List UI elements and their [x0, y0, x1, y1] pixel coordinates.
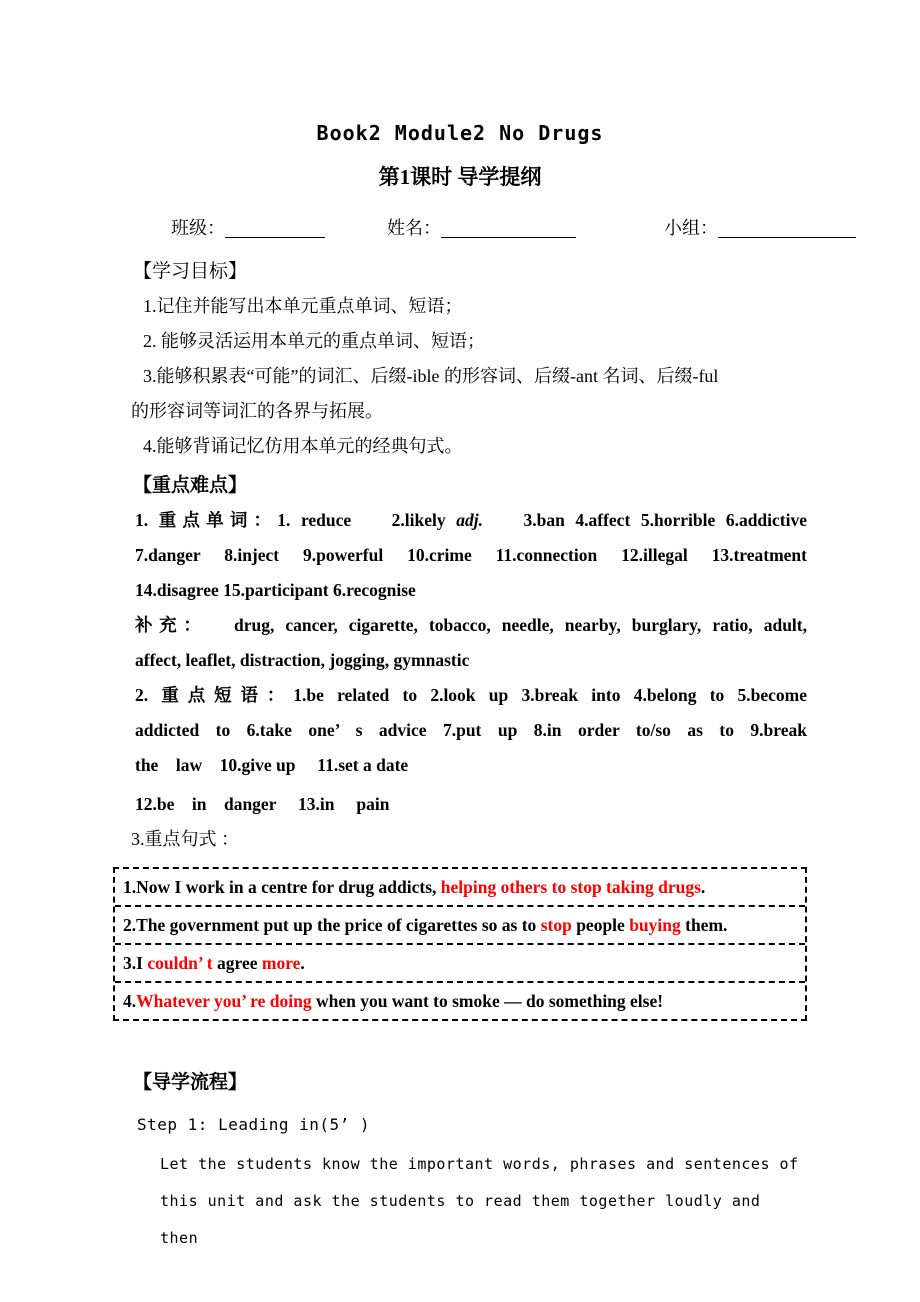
key-phrases-line-1: 2. 重点短语：1.be related to 2.look up 3.break into 4.belong to 5.become	[135, 685, 807, 705]
text-segment: 3.ban 4.affect 5.horrible 6.addictive	[482, 510, 807, 530]
text-segment: agree	[212, 953, 262, 973]
step-1-heading: Step 1: Leading in(5’ )	[137, 1115, 371, 1134]
text-segment: helping others to stop taking drugs	[440, 877, 701, 897]
goal-line-2: 2. 能够灵活运用本单元的重点单词、短语；	[143, 331, 485, 351]
key-phrases-line-3: the law 10.give up 11.set a date	[135, 755, 409, 775]
text-segment: when you want to smoke — do something else!	[311, 991, 664, 1011]
supplement-words-line-2: affect, leaflet, distraction, jogging, gymnastic	[135, 650, 470, 670]
text-segment: couldn’ t	[147, 953, 213, 973]
key-phrases-line-2: addicted to 6.take one’ s advice 7.put up 8.in order to/so as to 9.break	[135, 720, 807, 740]
step-1-paragraph-line-2: this unit and ask the students to read them together loudly and then	[160, 1192, 761, 1247]
step-1-paragraph	[113, 1146, 807, 1257]
name-field-label: 姓名：	[387, 218, 441, 238]
flow-header: 【导学流程】	[133, 1072, 248, 1093]
key-sentence-2	[115, 907, 805, 945]
goal-line-5: 4.能够背诵记忆仿用本单元的经典句式。	[143, 436, 463, 456]
group-field-blank	[718, 217, 856, 238]
key-sentence-3	[115, 945, 805, 983]
class-field-label: 班级：	[171, 218, 225, 238]
page-subtitle: 第1课时 导学提纲	[378, 165, 542, 189]
text-segment: buying	[629, 915, 681, 935]
student-info-row	[113, 214, 807, 242]
key-sentence-4	[115, 983, 805, 1019]
text-segment: people	[571, 915, 630, 935]
key-sentences-box	[113, 867, 807, 1021]
text-segment: .	[300, 953, 305, 973]
goal-line-3: 3.能够积累表“可能”的词汇、后缀-ible 的形容词、后缀-ant 名词、后缀-ful	[143, 366, 719, 386]
sentence-box-wrap	[0, 867, 920, 1021]
class-field-blank	[225, 217, 325, 238]
text-segment: 2.The government put up the price of cigarettes so as to	[123, 915, 541, 935]
text-segment: more	[261, 953, 301, 973]
text-segment: stop	[540, 915, 572, 935]
key-sentence-1	[115, 869, 805, 907]
text-segment: 1.Now I work in a centre for drug addicts,	[123, 877, 441, 897]
key-phrases-line-4: 12.be in danger 13.in pain	[135, 794, 390, 814]
text-segment: 3.I	[123, 953, 148, 973]
text-segment: adj.	[456, 510, 483, 530]
page-content	[0, 214, 920, 857]
goal-line-4: 的形容词等词汇的各界与拓展。	[131, 401, 383, 421]
supplement-words-line-1: 补充： drug, cancer, cigarette, tobacco, needle, nearby, burglary, ratio, adult,	[135, 615, 807, 635]
group-field-label: 小组：	[664, 218, 718, 238]
flow-section	[0, 1066, 920, 1257]
key-words-line-3: 14.disagree 15.participant 6.recognise	[135, 580, 416, 600]
goal-line-1: 1.记住并能写出本单元重点单词、短语；	[143, 296, 463, 316]
name-field-blank	[441, 217, 576, 238]
learning-goals-header: 【学习目标】	[133, 261, 248, 282]
text-segment: .	[700, 877, 706, 897]
page-title: Book2 Module2 No Drugs	[316, 121, 604, 145]
text-segment: Whatever you’ re doing	[136, 991, 312, 1011]
key-words-line-2: 7.danger 8.inject 9.powerful 10.crime 11.connection 12.illegal 13.treatment	[135, 545, 807, 565]
key-points-header: 【重点难点】	[133, 475, 248, 496]
step-1-paragraph-line-1: Let the students know the important words, phrases and sentences of	[160, 1155, 799, 1173]
key-words-line-1	[113, 503, 807, 538]
text-segment: 4.	[123, 991, 137, 1011]
key-sentences-label: 3.重点句式 ：	[131, 829, 239, 849]
text-segment: them.	[680, 915, 728, 935]
text-segment: 1. 重点单词：1. reduce 2.likely	[135, 510, 457, 530]
